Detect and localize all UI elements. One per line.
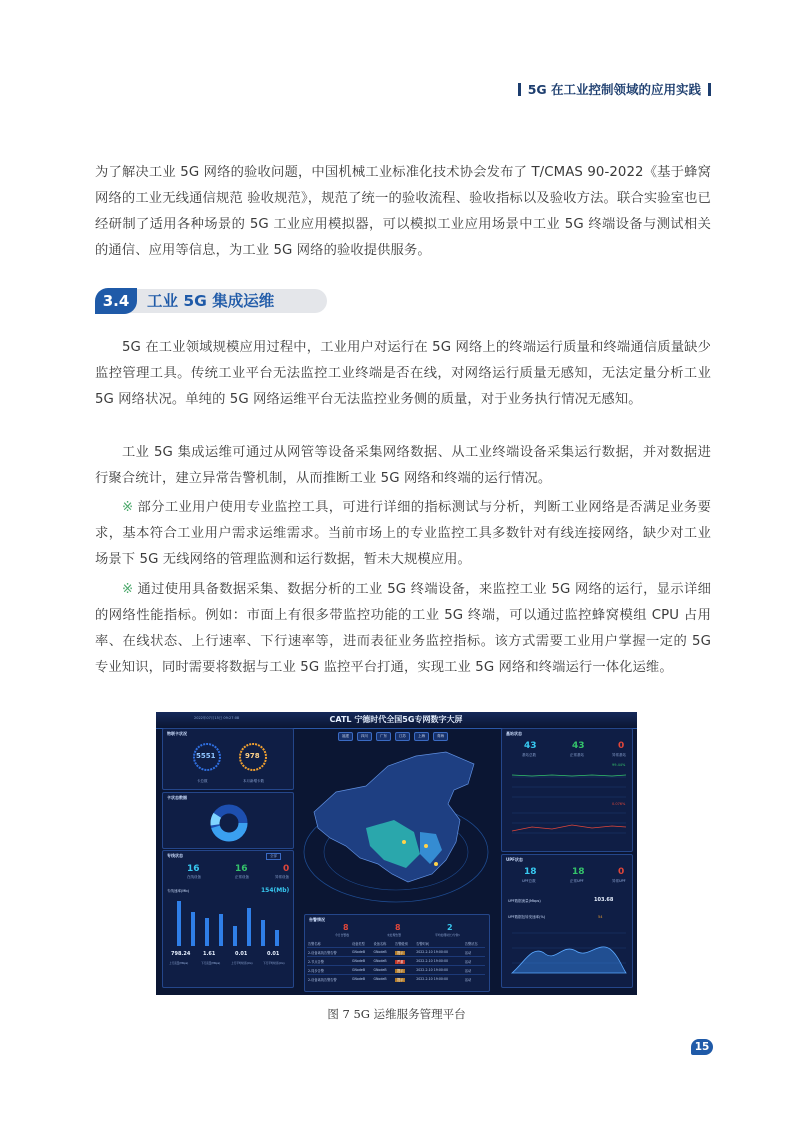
table-row[interactable] [307, 948, 485, 957]
card-total-label: 卡总数 [197, 779, 208, 783]
card-state-panel [162, 792, 294, 849]
alarm-level-badge: 严重 [397, 959, 404, 964]
section-number: 3.4 [95, 288, 137, 314]
alarm-cell: 活动 [464, 957, 485, 966]
donut-chart [163, 793, 293, 848]
alarm-count-label: 今日告警数 [335, 933, 349, 937]
map-marker-icon [402, 840, 406, 844]
terminal-filter-select[interactable]: 全部 [266, 853, 281, 860]
metric-value: 0.01 [267, 951, 280, 957]
terminal-abnormal-label: 异常设备 [275, 875, 289, 879]
alarm-col-header: 告警级别 [395, 941, 408, 946]
rate-unit-value: 154(Mb) [261, 887, 290, 894]
alarm-count-label: 未处理告警 [387, 933, 401, 937]
alarm-cell: GNodeB [373, 948, 395, 957]
alarm-cell: 活动 [464, 948, 485, 957]
alarm-cell: 2022-2-10 19:00:00 [415, 957, 464, 966]
upf-forward-label: UPF数据包转发速率(%) [508, 915, 546, 919]
bs-pct-value: 99.44% [612, 763, 626, 767]
upf-total-value: 18 [524, 867, 537, 877]
alarm-cell [394, 975, 415, 984]
alarm-avg-time: 2 [447, 923, 453, 932]
rate-title: 专线速率(Mb) [167, 889, 189, 893]
alarm-cell [394, 948, 415, 957]
bs-total-value: 43 [524, 741, 537, 751]
bs-normal-value: 43 [572, 741, 585, 751]
metric-label: 上行流量(Mbps) [169, 962, 189, 965]
rate-bar [205, 918, 209, 946]
paragraph-integration: 工业 5G 集成运维可通过从网管等设备采集网络数据、从工业终端设备采集运行数据，并对数据进行聚合统计，建立异常告警机制，从而推断工业 5G 网络和终端的运行情况。 [95, 445, 711, 486]
terminal-online-label: 在线设备 [187, 875, 201, 879]
alarm-count-today: 8 [343, 923, 349, 932]
upf-forward-value: 54 [598, 915, 603, 919]
alarm-level-badge: 提示 [397, 977, 404, 982]
header-bar-left [518, 83, 521, 96]
metric-label: 下行平均时延(ms) [263, 962, 285, 965]
alarm-count-pending: 8 [395, 923, 401, 932]
alarm-cell: 2022-2-10 19:00:00 [415, 975, 464, 984]
alarm-cell: GNodeB [351, 966, 373, 975]
paragraph-terminal-devices-text: 通过使用具备数据采集、数据分析的工业 5G 终端设备，来监控工业 5G 网络的运行，显示详细的网络性能指标。例如：市面上有很多带监控功能的工业 5G 终端，可以通过监控蜂窝模组 CPU 占用率、在线状态、上行速率、下行速率等，进而表征业务监控指标。该方式需要工业用户掌握一定的 5G 专业知识，同时需要将数据与工业 5G 监控平台打通，实现工业 5G 网络和终端运行一体化运维。 [95, 582, 711, 675]
base-station-title: 基站状态 [506, 731, 522, 736]
upf-area-chart [502, 923, 632, 983]
region-tab[interactable]: 福建 [338, 732, 353, 741]
upf-total-label: UPF总数 [522, 879, 536, 883]
region-tab[interactable]: 四川 [357, 732, 372, 741]
card-new-value: 978 [245, 752, 260, 760]
bs-availability-line [512, 775, 626, 776]
bs-normal-label: 正常基站 [570, 753, 584, 757]
paragraph-acceptance: 为了解决工业 5G 网络的验收问题，中国机械工业标准化技术协会发布了 T/CMAS 90-2022《基于蜂窝网络的工业无线通信规范 验收规范》，规范了统一的验收流程、验收指标以及验收方法。联合实验室也已经研制了适用各种场景的 5G 工业应用模拟器，可以模拟工业应用场景中工业 5G 终端设备与测试相关的通信、应用等信息，为工业 5G 网络的验收提供服务。 [95, 165, 711, 258]
bs-abnormal-value: 0 [618, 741, 625, 751]
bullet-icon: ※ [122, 500, 134, 515]
page-number: 15 [691, 1039, 713, 1055]
rate-bar [177, 901, 181, 946]
alarm-cell: 2-同步告警 [307, 966, 351, 975]
metric-value: 798.24 [171, 951, 191, 957]
region-tab[interactable]: 江苏 [395, 732, 410, 741]
map-marker-icon [424, 844, 428, 848]
ring-gauges [163, 729, 293, 789]
paragraph-problem: 5G 在工业领域规模应用过程中，工业用户对运行在 5G 网络上的终端运行质量和终端通信质量缺少监控管理工具。传统工业平台无法监控工业终端是否在线，对网络运行质量无感知，无法定量分析工业 5G 网络状况。单纯的 5G 网络运维平台无法监控业务侧的质量，对于业务执行情况无感知。 [95, 340, 711, 407]
upf-abnormal-label: 异常UPF [612, 879, 626, 883]
rate-bar-chart [163, 896, 293, 956]
upf-area-series [512, 947, 626, 973]
alarm-cell [394, 966, 415, 975]
rate-bar [191, 912, 195, 946]
rate-bar [275, 930, 279, 946]
alarm-cell: 2022-2-10 19:00:00 [415, 966, 464, 975]
upf-traffic-label: UPF数据流量(Mbps) [508, 899, 541, 903]
metric-label: 下行流量(Mbps) [201, 962, 221, 965]
bs-drop-line [512, 825, 626, 831]
upf-normal-value: 18 [572, 867, 585, 877]
terminal-online-value: 16 [187, 864, 200, 874]
alarm-cell: 活动 [464, 975, 485, 984]
terminal-normal-value: 16 [235, 864, 248, 874]
table-row[interactable] [307, 975, 485, 984]
alarm-cell: GNodeB [373, 966, 395, 975]
terminal-abnormal-value: 0 [283, 864, 290, 874]
region-tab[interactable]: 上海 [414, 732, 429, 741]
alarm-col-header: 设备名称 [373, 941, 387, 946]
alarm-cell [394, 957, 415, 966]
card-new-label: 本月新增卡数 [243, 779, 264, 783]
bs-total-label: 基站总数 [522, 753, 536, 757]
running-title: 5G 在工业控制领域的应用实践 [527, 82, 701, 97]
region-tab[interactable]: 青海 [433, 732, 448, 741]
alarm-count-label: 平均处理时长(分钟) [435, 933, 460, 937]
alarm-table [307, 939, 485, 983]
paragraph-terminal-devices [95, 577, 711, 681]
alarm-cell: GNodeB [373, 975, 395, 984]
bs-abnormal-label: 异常基站 [612, 753, 626, 757]
region-tabs [338, 732, 448, 741]
running-header [518, 80, 711, 98]
alarm-cell: 2-节点告警 [307, 957, 351, 966]
region-tab[interactable]: 广东 [376, 732, 391, 741]
china-map [296, 742, 496, 912]
metric-value: 1.61 [203, 951, 216, 957]
terminal-normal-label: 正常设备 [235, 875, 249, 879]
metric-value: 0.01 [235, 951, 248, 957]
table-row[interactable] [307, 957, 485, 966]
dashboard-figure [156, 712, 637, 995]
terminal-title: 专线状态 [167, 853, 183, 858]
dashboard-timestamp: 2022年07月15日 09:27:08 [194, 716, 240, 720]
paragraph-monitor-tools [95, 495, 711, 573]
card-state-title: 卡状态数据 [167, 795, 187, 800]
figure-caption: 图 7 5G 运维服务管理平台 [327, 1007, 466, 1021]
upf-traffic-value: 103.68 [594, 897, 614, 903]
alarm-cell: 2-设备离线告警告警 [307, 975, 351, 984]
rate-bar [233, 926, 237, 946]
header-bar-right [708, 83, 711, 96]
card-status-panel [162, 728, 294, 790]
terminal-panel [162, 850, 294, 988]
alarm-cell: 2022-2-10 19:00:00 [415, 948, 464, 957]
upf-normal-label: 正常UPF [570, 879, 584, 883]
alarm-col-header: 告警状态 [464, 941, 478, 946]
alarm-title: 告警情况 [309, 917, 325, 922]
map-marker-icon [434, 862, 438, 866]
bs-line-charts [502, 767, 632, 847]
rate-bar [247, 908, 251, 946]
bullet-icon: ※ [122, 582, 134, 597]
alarm-cell: GNodeB [351, 957, 373, 966]
alarm-col-header: 告警名称 [308, 941, 321, 946]
rate-bar [261, 920, 265, 946]
section-heading [95, 288, 327, 314]
card-status-title: 物联卡状况 [167, 731, 187, 736]
alarm-cell: 2-设备离线告警告警 [307, 948, 351, 957]
metric-label: 上行平均时延(ms) [231, 962, 253, 965]
card-total-value: 5551 [196, 752, 216, 760]
alarm-cell: GNodeB [351, 975, 373, 984]
dashboard-title: CATL 宁德时代全国5G专网数字大屏 [329, 715, 463, 724]
upf-abnormal-value: 0 [618, 867, 625, 877]
upf-panel [501, 854, 633, 988]
alarm-cell: 活动 [464, 966, 485, 975]
section-title: 工业 5G 集成运维 [147, 292, 275, 310]
alarm-cell: GNodeB [351, 948, 373, 957]
rate-bar [219, 914, 223, 946]
alarm-table-header [307, 939, 485, 948]
alarm-col-header: 设备类型 [352, 941, 365, 946]
upf-title: UPF状态 [506, 857, 523, 862]
base-station-panel [501, 728, 633, 852]
alarm-level-badge: 提示 [397, 950, 404, 955]
alarm-cell: GNodeB [373, 957, 395, 966]
paragraph-monitor-tools-text: 部分工业用户使用专业监控工具，可进行详细的指标测试与分析，判断工业网络是否满足业务要求，基本符合工业用户需求运维需求。当前市场上的专业监控工具多数针对有线连接网络，缺少对工业场景下 5G 无线网络的管理监测和运行数据，暂未大规模应用。 [95, 500, 711, 567]
alarm-col-header: 告警时间 [416, 941, 429, 946]
bs-pct2-value: 0.076% [612, 802, 626, 806]
table-row[interactable] [307, 966, 485, 975]
alarm-level-badge: 提示 [397, 968, 404, 973]
